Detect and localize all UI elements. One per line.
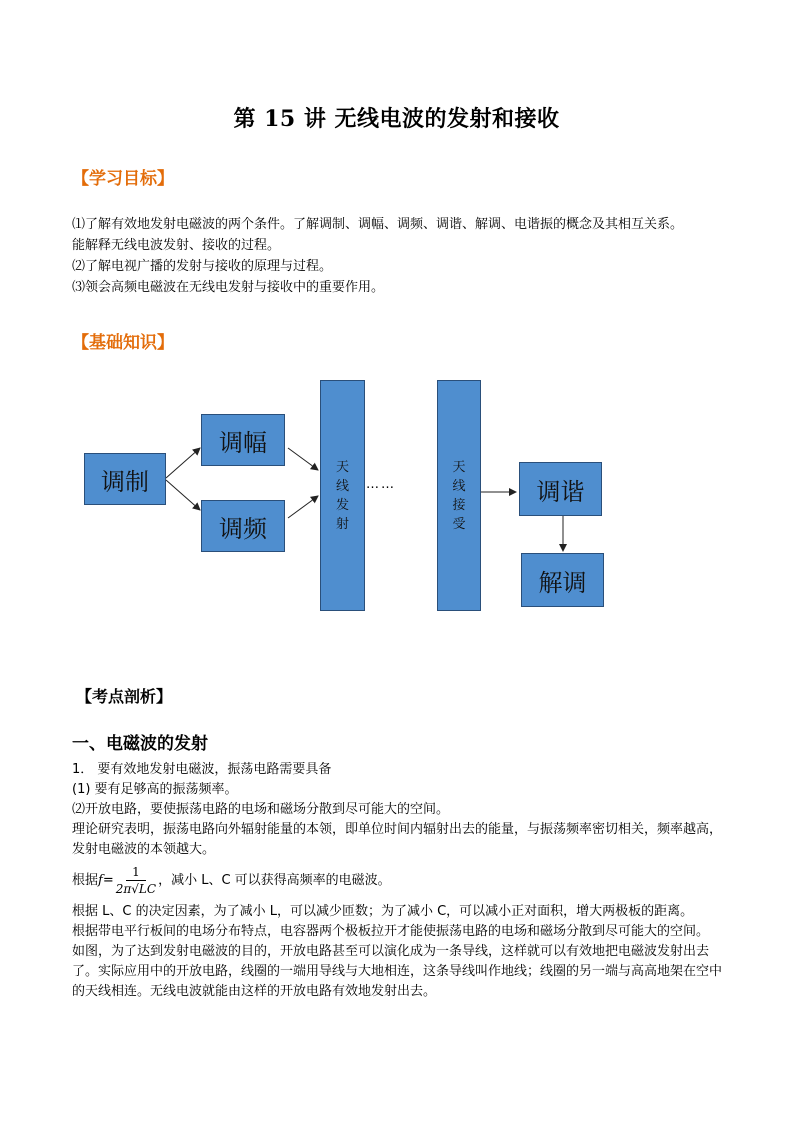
objective-item: ⑶领会高频电磁波在无线电发射与接收中的重要作用。 <box>72 280 385 295</box>
box-fm: 调频 <box>201 500 285 552</box>
formula-numerator: 1 <box>126 864 146 881</box>
arrow-am-tx <box>288 448 318 470</box>
paragraph: 根据带电平行板间的电场分布特点，电容器两个极板拉开才能使振荡电路的电场和磁场分散到尽可能大的空间。 <box>72 924 710 939</box>
objective-item: ⑴了解有效地发射电磁波的两个条件。了解调制、调幅、调频、调谐、解调、电谐振的概念及其相互关系。 <box>72 217 684 232</box>
formula-denominator: 2π√LC <box>115 882 157 896</box>
box-rx-antenna <box>437 380 481 611</box>
formula-f: f <box>98 873 103 888</box>
arrow-mod-am <box>166 448 200 478</box>
paragraph: 根据 L、C 的决定因素，为了减小 L，可以减少匝数；为了减小 C，可以减小正对面积，增大两极板的距离。 <box>72 904 694 919</box>
formula-prefix: 根据 <box>72 873 99 888</box>
box-tx-antenna <box>320 380 365 611</box>
paragraph: 如图，为了达到发射电磁波的目的，开放电路甚至可以演化成为一条导线，这样就可以有效地把电磁波发射出去了。实际应用中的开放电路，线圈的一端用导线与大地相连，这条导线叫作地线；线圈的另一端与高高地架在空中的天线相连。无线电波就能由这样的开放电路有效地发射出去。 <box>72 944 723 999</box>
formula-suffix: ，减小 L、C 可以获得高频率的电磁波。 <box>158 873 391 888</box>
analysis-heading: 【考点剖析】 <box>76 687 173 706</box>
objectives-heading: 【学习目标】 <box>72 169 174 189</box>
tx-antenna-label: 天线发射 <box>335 459 349 532</box>
box-demodulation: 解调 <box>521 553 604 607</box>
objective-item: ⑵了解电视广播的发射与接收的原理与过程。 <box>72 259 333 274</box>
arrow-mod-fm <box>166 480 200 510</box>
box-am: 调幅 <box>201 414 285 466</box>
basics-heading: 【基础知识】 <box>72 333 174 353</box>
box-modulation: 调制 <box>84 453 166 505</box>
diagram-ellipsis: …… <box>366 477 396 492</box>
paragraph: 理论研究表明，振荡电路向外辐射能量的本领，即单位时间内辐射出去的能量，与振荡频率密切相关，频率越高，发射电磁波的本领越大。 <box>72 822 723 857</box>
formula-paragraph <box>72 864 724 898</box>
frequency-formula <box>116 864 156 897</box>
box-tuning: 调谐 <box>519 462 602 516</box>
page-title: 第 15 讲 无线电波的发射和接收 <box>233 106 560 132</box>
paragraph: ⑵开放电路，要使振荡电路的电场和磁场分散到尽可能大的空间。 <box>72 802 450 817</box>
formula-eq: = <box>102 873 114 888</box>
objective-item: 能解释无线电波发射、接收的过程。 <box>72 238 281 253</box>
analysis-body <box>72 760 724 1002</box>
paragraph: (1) 要有足够高的振荡频率。 <box>72 782 238 797</box>
paragraph: 1． 要有效地发射电磁波，振荡电路需要具备 <box>72 762 332 777</box>
arrow-fm-tx <box>288 496 318 518</box>
section-heading: 一、电磁波的发射 <box>72 734 208 754</box>
rx-antenna-label: 天线接受 <box>452 459 466 532</box>
